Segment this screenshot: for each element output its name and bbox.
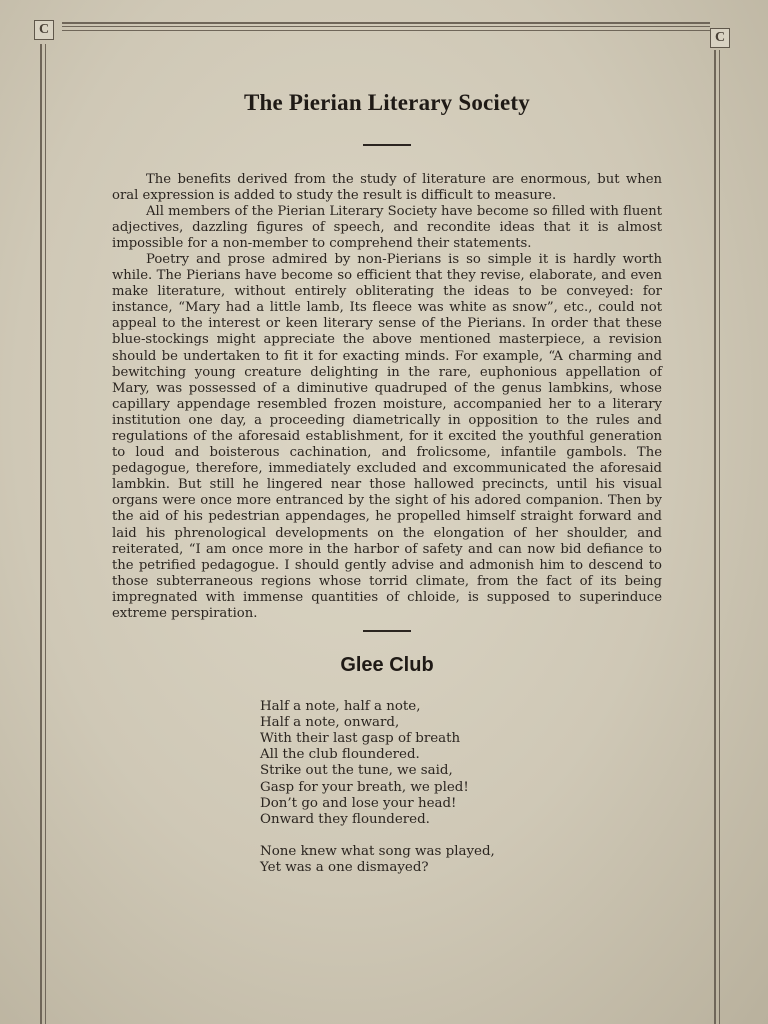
article-paragraph-3: Poetry and prose admired by non-Pierians is so simple it is hardly worth while. The Pierians have become so efficient that they revise, elaborate, and even make literature, without entirely obliterating the ideas to be conveyed: for instance, “Mary had a little lamb, Its fleece was white as snow”, etc., could not appeal to the interest or keen literary sense of the Pierians. In order that these blue-stockings might appreciate the above mentioned masterpiece, a revision should be undertaken to fit it for exacting minds. For example, “A charming and bewitching young creature delighting in the rare, euphonious appellation of Mary, was possessed of a diminutive quadruped of the genus lambkins, whose capillary appendage resembled frozen moisture, accompanied her to a literary institution one day, a proceeding diametrically in opposition to the rules and regulations of the aforesaid establishment, for it excited the youthful generation to loud and boisterous cachination, and frolicsome, infantile gambols. The pedagogue, therefore, immediately excluded and excommunicated the aforesaid lambkin. But still he lingered near those hallowed precincts, until his visual organs were once more entranced by the sight of his adored companion. Then by the aid of his pedestrian appendages, he propelled himself straight forward and laid his phrenological developments on the elongation of her shoulder, and reiterated, “I am once more in the harbor of safety and can now bid defiance to the petrified pedagogue. I should gently advise and admonish him to descend to those subterraneous regions whose torrid climate, from the fact of its being impregnated with immense quantities of chloide, is supposed to superinduce extreme perspiration. xyxy=(112,251,662,622)
article-body xyxy=(112,172,662,623)
poem-stanza-2 xyxy=(260,844,662,876)
frame-right-rule xyxy=(714,50,716,1024)
frame-right-rule-inner xyxy=(719,50,720,1024)
frame-top-rule xyxy=(62,22,710,24)
poem-line: Strike out the tune, we said, xyxy=(260,763,453,779)
poem-stanza-1 xyxy=(260,699,662,829)
page-content xyxy=(112,80,662,893)
poem-line: With their last gasp of breath xyxy=(260,731,461,747)
corner-mark-left: C xyxy=(34,20,54,40)
article-paragraph-2: All members of the Pierian Literary Society have become so filled with fluent adjectives, dazzling figures of speech, and recondite ideas that it is almost impossible for a non-member to comprehend their statements. xyxy=(112,203,662,251)
poem-line: Half a note, onward, xyxy=(260,714,400,730)
frame-top-rule-inner2 xyxy=(62,30,710,31)
title-divider xyxy=(363,144,411,146)
frame-left-rule xyxy=(40,44,42,1024)
frame-left-rule-inner xyxy=(45,44,46,1024)
section-divider xyxy=(363,630,411,632)
article-title: The Pierian Literary Society xyxy=(243,90,530,115)
poem-line: Yet was a one dismayed? xyxy=(260,860,429,876)
poem-line: Gasp for your breath, we pled! xyxy=(260,779,469,795)
poem-line: None knew what song was played, xyxy=(260,844,495,860)
article-paragraph-1: The benefits derived from the study of literature are enormous, but when oral expression is added to study the result is difficult to measure. xyxy=(112,171,662,203)
corner-mark-right: C xyxy=(710,28,730,48)
poem-line: Half a note, half a note, xyxy=(260,698,421,714)
poem-body xyxy=(260,699,662,877)
frame-top-rule-inner xyxy=(62,26,710,27)
poem-line: Don’t go and lose your head! xyxy=(260,795,457,811)
poem-title: Glee Club xyxy=(340,653,434,676)
poem-line: All the club floundered. xyxy=(260,747,420,763)
poem-line: Onward they floundered. xyxy=(260,812,430,828)
